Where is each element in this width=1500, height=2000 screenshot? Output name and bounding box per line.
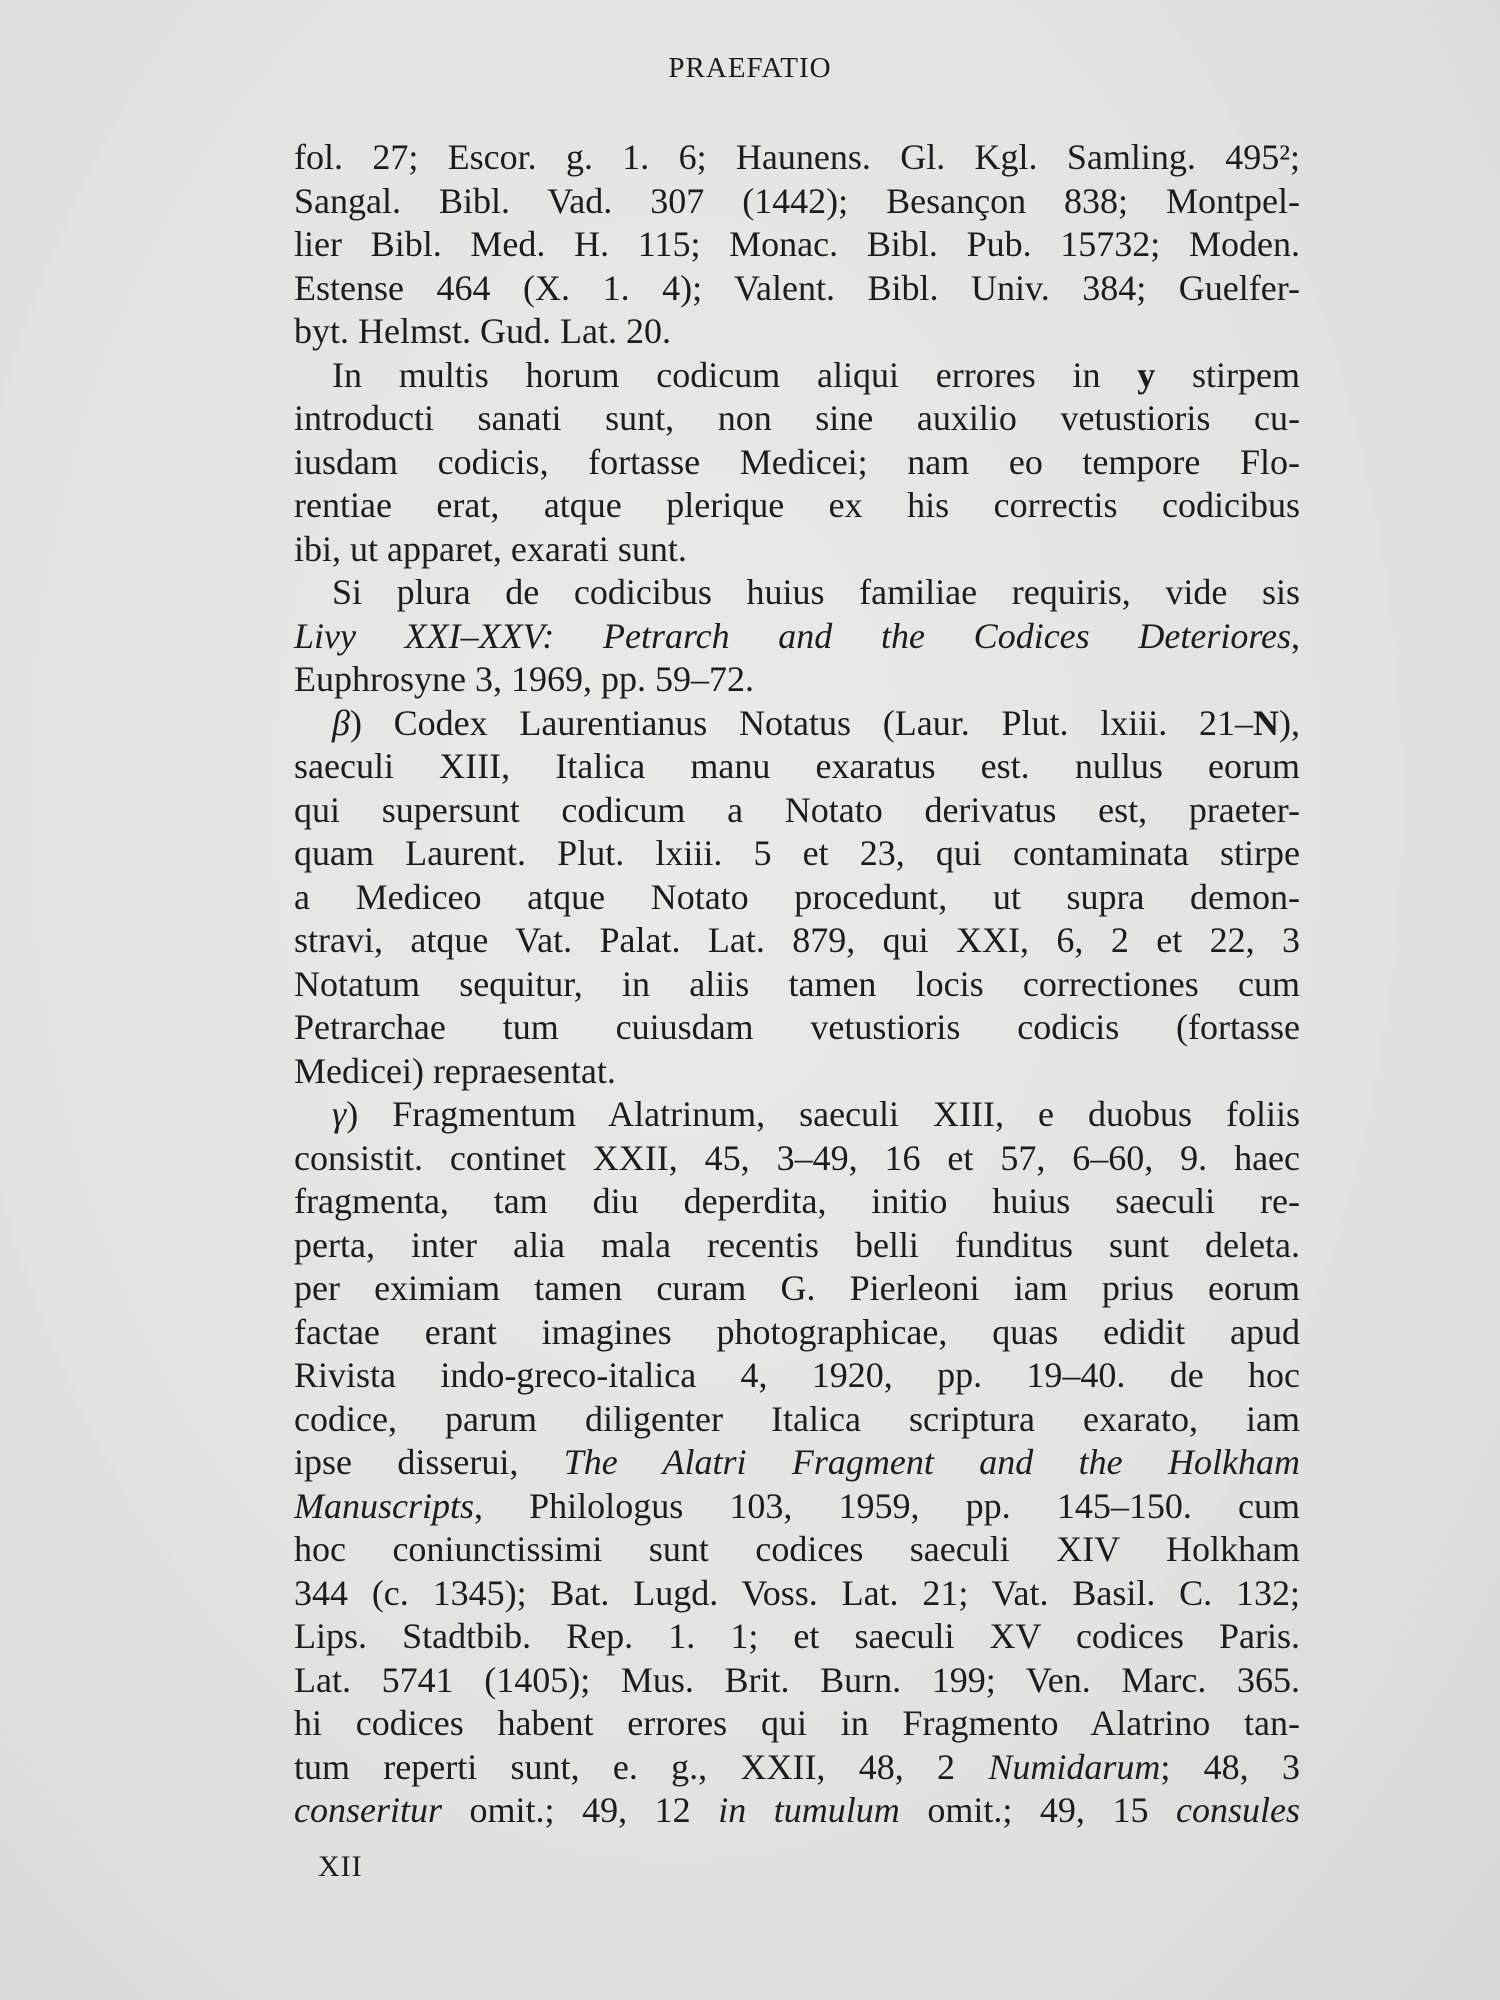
text-segment: a Mediceo atque Notato procedunt, ut supra demon- — [294, 876, 1300, 917]
text-segment: ibi, ut apparet, exarati sunt. — [294, 528, 687, 569]
text-line — [294, 571, 1300, 615]
text-line — [294, 354, 1300, 398]
text-line — [294, 1615, 1300, 1659]
italic-text: γ — [332, 1094, 347, 1134]
text-segment: hi codices habent errores qui in Fragmento Alatrino tan- — [294, 1703, 1300, 1743]
text-segment: , Philologus 103, 1959, pp. 145–150. cum — [474, 1485, 1300, 1526]
text-segment: Euphrosyne 3, 1969, pp. 59–72. — [294, 659, 754, 699]
text-line — [294, 528, 1300, 572]
text-segment: codice, parum diligenter Italica scriptura exarato, iam — [294, 1398, 1300, 1439]
text-segment: Lat. 5741 (1405); Mus. Brit. Burn. 199; Ven. Marc. 365. — [294, 1659, 1300, 1700]
text-segment: quam Laurent. Plut. lxiii. 5 et 23, qui contaminata stirpe — [294, 833, 1300, 873]
text-segment: rentiae erat, atque plerique ex his correctis codicibus — [294, 485, 1300, 525]
text-line — [294, 484, 1300, 528]
text-segment: ) Codex Laurentianus Notatus (Laur. Plut. lxiii. 21– — [349, 702, 1253, 743]
text-segment: , — [1291, 615, 1300, 656]
text-segment: Lips. Stadtbib. Rep. 1. 1; et saeculi XV codices Paris. — [294, 1616, 1300, 1656]
text-segment: factae erant imagines photographicae, quas edidit apud — [294, 1311, 1300, 1352]
text-segment: Si plura de codicibus huius familiae requiris, vide sis — [332, 572, 1300, 612]
text-line — [294, 180, 1300, 224]
text-line — [294, 1137, 1300, 1181]
italic-text: consules — [1176, 1790, 1300, 1830]
text-segment: hoc coniunctissimi sunt codices saeculi XIV Holkham — [294, 1529, 1300, 1569]
page-number: XII — [318, 1850, 363, 1883]
text-segment: ; 48, 3 — [1160, 1746, 1300, 1787]
text-line — [294, 963, 1300, 1007]
text-line — [294, 1485, 1300, 1529]
text-segment: lier Bibl. Med. H. 115; Monac. Bibl. Pub. 15732; Moden. — [294, 224, 1300, 264]
text-segment: consistit. continet XXII, 45, 3–49, 16 et 57, 6–60, 9. haec — [294, 1137, 1300, 1178]
text-segment: ) Fragmentum Alatrinum, saeculi XIII, e duobus foliis — [346, 1094, 1300, 1134]
text-segment: In multis horum codicum aliqui errores in — [332, 354, 1138, 395]
text-line — [294, 789, 1300, 833]
text-line — [294, 702, 1300, 746]
text-line — [294, 1050, 1300, 1094]
text-line — [294, 1224, 1300, 1268]
text-segment: iusdam codicis, fortasse Medicei; nam eo tempore Flo- — [294, 441, 1300, 482]
text-line — [294, 832, 1300, 876]
text-line — [294, 1572, 1300, 1616]
text-segment: fragmenta, tam diu deperdita, initio huius saeculi re- — [294, 1181, 1300, 1221]
text-line — [294, 1441, 1300, 1485]
italic-text: Numidarum — [988, 1746, 1161, 1787]
italic-text: The Alatri Fragment and the Holkham — [563, 1442, 1300, 1482]
bold-text: N — [1253, 702, 1279, 743]
body-text — [294, 136, 1300, 1833]
bold-text: y — [1137, 354, 1156, 395]
text-segment: Petrarchae tum cuiusdam vetustioris codicis (fortasse — [294, 1007, 1300, 1047]
italic-text: β — [332, 702, 350, 743]
text-segment: qui supersunt codicum a Notato derivatus est, praeter- — [294, 789, 1300, 830]
text-line — [294, 615, 1300, 659]
text-segment: stravi, atque Vat. Palat. Lat. 879, qui XXI, 6, 2 et 22, 3 — [294, 920, 1300, 960]
running-header: PRAEFATIO — [668, 52, 832, 84]
text-line — [294, 919, 1300, 963]
text-segment: Rivista indo-greco-italica 4, 1920, pp. 19–40. de hoc — [294, 1355, 1300, 1395]
text-segment: saeculi XIII, Italica manu exaratus est. nullus eorum — [294, 746, 1300, 786]
text-line — [294, 1267, 1300, 1311]
text-line — [294, 745, 1300, 789]
text-segment: omit.; 49, 12 — [442, 1790, 719, 1830]
text-line — [294, 1311, 1300, 1355]
text-segment: Estense 464 (X. 1. 4); Valent. Bibl. Univ. 384; Guelfer- — [294, 267, 1300, 308]
text-segment: Notatum sequitur, in aliis tamen locis correctiones cum — [294, 963, 1300, 1004]
text-line — [294, 1398, 1300, 1442]
text-segment: 344 (c. 1345); Bat. Lugd. Voss. Lat. 21; Vat. Basil. C. 132; — [294, 1572, 1300, 1613]
text-segment: ), — [1279, 702, 1300, 743]
text-segment: Sangal. Bibl. Vad. 307 (1442); Besançon 838; Montpel- — [294, 180, 1300, 221]
text-line — [294, 223, 1300, 267]
italic-text: Manuscripts — [294, 1485, 474, 1526]
text-line — [294, 658, 1300, 702]
italic-text: conseritur — [294, 1790, 442, 1830]
text-segment: omit.; 49, 15 — [899, 1790, 1176, 1830]
text-line — [294, 441, 1300, 485]
text-line — [294, 1659, 1300, 1703]
text-segment: ipse disserui, — [294, 1442, 564, 1482]
text-line — [294, 1746, 1300, 1790]
text-segment: tum reperti sunt, e. g., XXII, 48, 2 — [294, 1746, 989, 1787]
text-line — [294, 1180, 1300, 1224]
text-line — [294, 1789, 1300, 1833]
text-line — [294, 1354, 1300, 1398]
text-segment: byt. Helmst. Gud. Lat. 20. — [294, 311, 671, 351]
text-line — [294, 1702, 1300, 1746]
text-line — [294, 1093, 1300, 1137]
italic-text: Livy XXI–XXV: Petrarch and the Codices Deteriores — [294, 615, 1291, 656]
text-line — [294, 267, 1300, 311]
text-line — [294, 1006, 1300, 1050]
text-line — [294, 310, 1300, 354]
text-segment: fol. 27; Escor. g. 1. 6; Haunens. Gl. Kgl. Samling. 495²; — [294, 137, 1300, 177]
text-line — [294, 136, 1300, 180]
text-segment: introducti sanati sunt, non sine auxilio vetustioris cu- — [294, 398, 1300, 438]
italic-text: in tumulum — [718, 1790, 900, 1830]
text-line — [294, 397, 1300, 441]
text-segment: per eximiam tamen curam G. Pierleoni iam prius eorum — [294, 1268, 1300, 1308]
text-segment: Medicei) repraesentat. — [294, 1050, 616, 1091]
text-segment: perta, inter alia mala recentis belli funditus sunt deleta. — [294, 1224, 1300, 1265]
text-line — [294, 876, 1300, 920]
text-line — [294, 1528, 1300, 1572]
text-segment: stirpem — [1155, 354, 1300, 395]
